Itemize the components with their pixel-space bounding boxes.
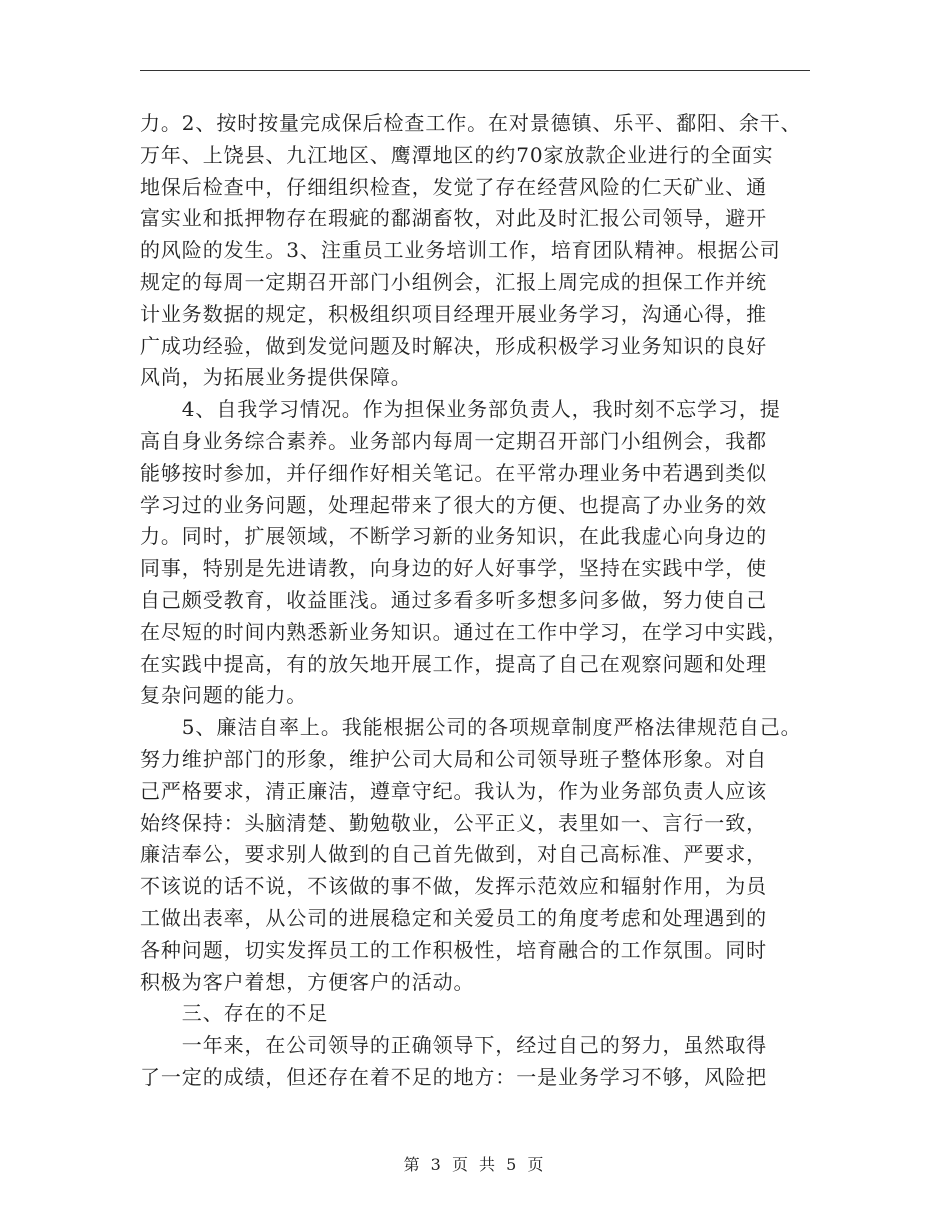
text-line: 4、自我学习情况。作为担保业务部负责人，我时刻不忘学习，提 bbox=[140, 397, 781, 422]
text-line: 风尚，为拓展业务提供保障。 bbox=[140, 365, 412, 390]
text-line: 自己颇受教育，收益匪浅。通过多看多听多想多问多做，努力使自己 bbox=[140, 587, 767, 612]
text-line: 力。同时，扩展领域，不断学习新的业务知识，在此我虚心向身边的 bbox=[140, 524, 767, 549]
text-line: 了一定的成绩，但还存在着不足的地方：一是业务学习不够，风险把 bbox=[140, 1064, 767, 1089]
text-line: 努力维护部门的形象，维护公司大局和公司领导班子整体形象。对自 bbox=[140, 746, 767, 771]
text-line: 积极为客户着想，方便客户的活动。 bbox=[140, 969, 475, 994]
section-heading: 三、存在的不足 bbox=[140, 1001, 329, 1026]
text-line: 己严格要求，清正廉洁，遵章守纪。我认为，作为业务部负责人应该 bbox=[140, 778, 767, 803]
text-line: 的风险的发生。3、注重员工业务培训工作，培育团队精神。根据公司 bbox=[140, 238, 781, 263]
text-line: 学习过的业务问题，处理起带来了很大的方便、也提高了办业务的效 bbox=[140, 492, 767, 517]
page-number: 第 3 页 共 5 页 bbox=[403, 1155, 547, 1174]
body-text bbox=[140, 108, 820, 1094]
text-line: 始终保持：头脑清楚、勤勉敬业，公平正义，表里如一、言行一致， bbox=[140, 810, 767, 835]
text-line: 一年来，在公司领导的正确领导下，经过自己的努力，虽然取得 bbox=[140, 1033, 767, 1058]
text-line: 高自身业务综合素养。业务部内每周一定期召开部门小组例会，我都 bbox=[140, 428, 767, 453]
text-line: 富实业和抵押物存在瑕疵的鄱湖畜牧，对此及时汇报公司领导，避开 bbox=[140, 206, 767, 231]
text-line: 广成功经验，做到发觉问题及时解决，形成积极学习业务知识的良好 bbox=[140, 333, 767, 358]
text-line: 廉洁奉公，要求别人做到的自己首先做到，对自己高标准、严要求， bbox=[140, 842, 767, 867]
text-line: 不该说的话不说，不该做的事不做，发挥示范效应和辐射作用，为员 bbox=[140, 874, 767, 899]
text-line: 各种问题，切实发挥员工的工作积极性，培育融合的工作氛围。同时 bbox=[140, 937, 767, 962]
text-line: 同事，特别是先进请教，向身边的好人好事学，坚持在实践中学，使 bbox=[140, 556, 767, 581]
text-line: 计业务数据的规定，积极组织项目经理开展业务学习，沟通心得，推 bbox=[140, 301, 767, 326]
text-line: 5、廉洁自率上。我能根据公司的各项规章制度严格法律规范自己。 bbox=[140, 715, 802, 740]
text-line: 复杂问题的能力。 bbox=[140, 683, 308, 708]
text-line: 规定的每周一定期召开部门小组例会，汇报上周完成的担保工作并统 bbox=[140, 269, 767, 294]
text-line: 力。2、按时按量完成保后检查工作。在对景德镇、乐平、鄱阳、余干、 bbox=[140, 111, 802, 135]
text-line: 地保后检查中，仔细组织检查，发觉了存在经营风险的仁天矿业、通 bbox=[140, 174, 767, 199]
text-line: 能够按时参加，并仔细作好相关笔记。在平常办理业务中若遇到类似 bbox=[140, 460, 767, 485]
text-line: 万年、上饶县、九江地区、鹰潭地区的约70家放款企业进行的全面实 bbox=[140, 142, 774, 167]
text-line: 在实践中提高，有的放矢地开展工作，提高了自己在观察问题和处理 bbox=[140, 651, 767, 676]
text-line: 工做出表率，从公司的进展稳定和关爱员工的角度考虑和处理遇到的 bbox=[140, 905, 767, 930]
header-rule bbox=[140, 70, 810, 71]
text-line: 在尽短的时间内熟悉新业务知识。通过在工作中学习，在学习中实践， bbox=[140, 619, 788, 644]
